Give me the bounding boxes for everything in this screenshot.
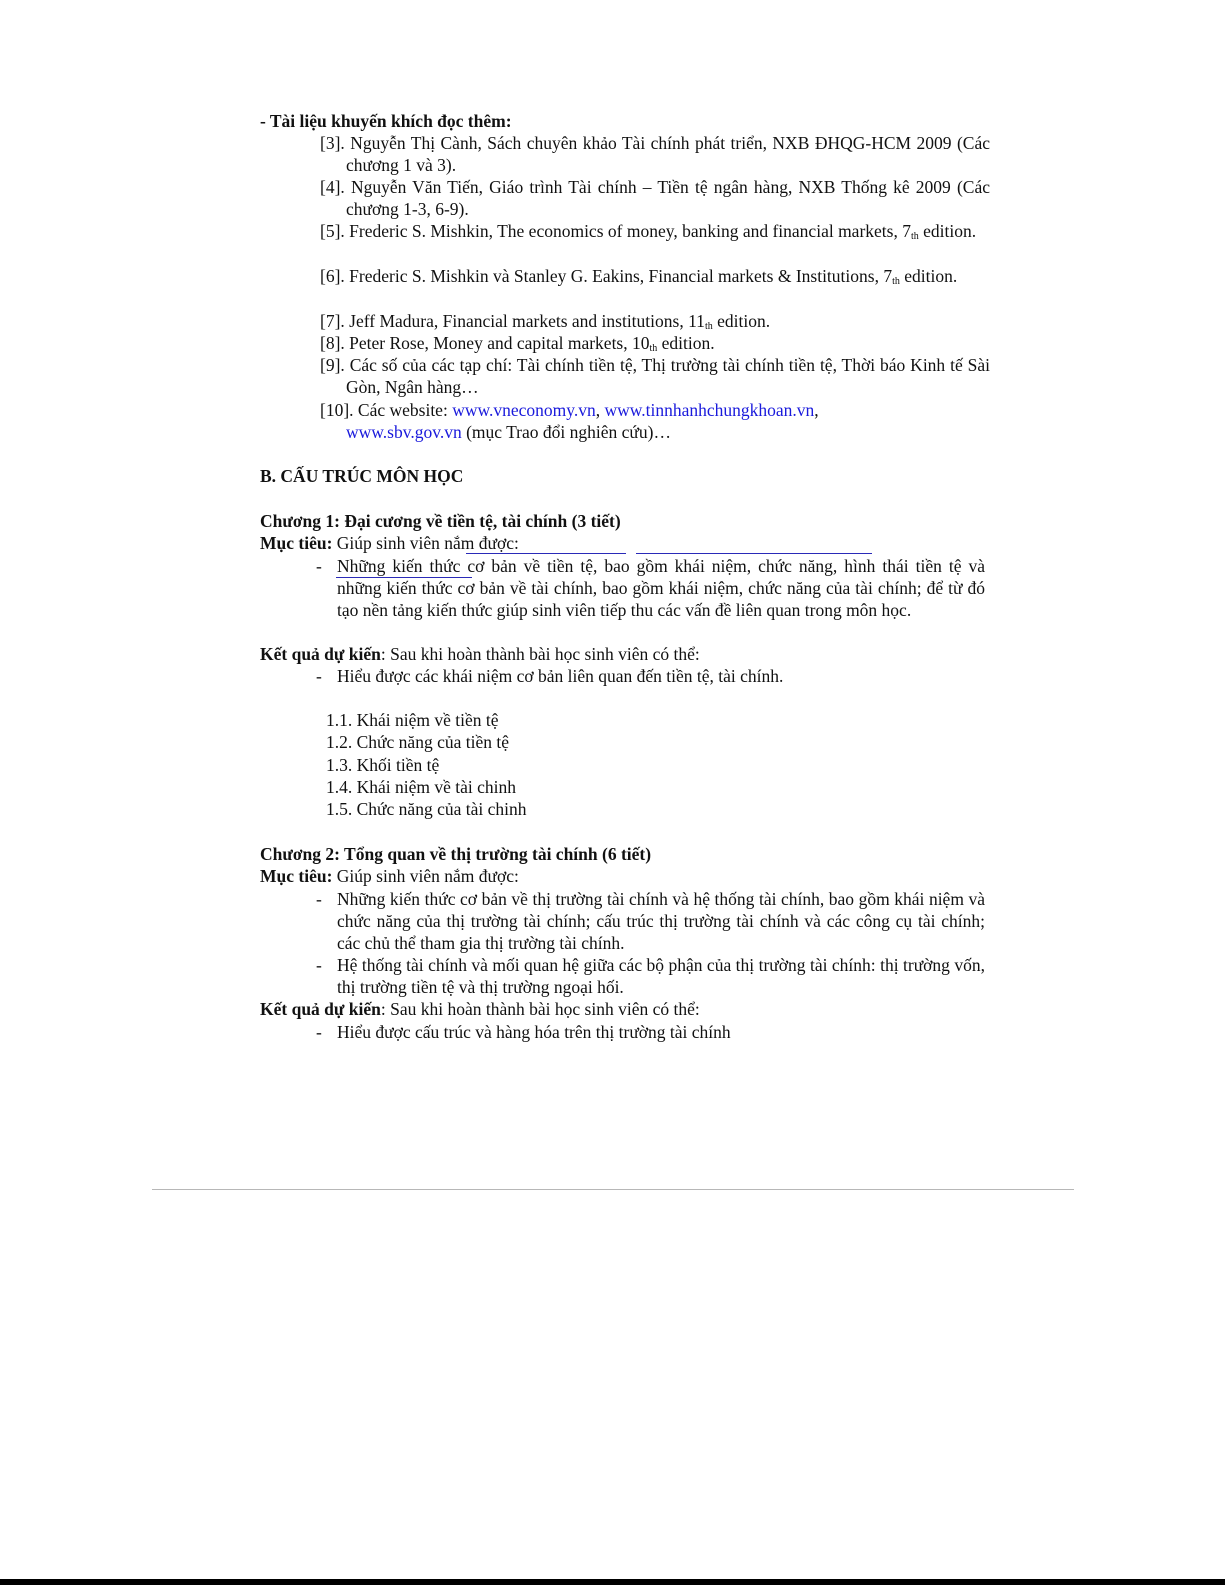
link-vneconomy[interactable]: www.vneconomy.vn: [452, 400, 596, 420]
page-divider: [152, 1189, 1074, 1190]
bottom-edge-bar: [0, 1579, 1225, 1585]
reference-5: [5]. Frederic S. Mishkin, The economics of money, banking and financial markets, $7_{th}$ edition.: [320, 221, 977, 242]
link-tinnhanhchungkhoan[interactable]: www.tinnhanhchungkhoan.vn: [604, 400, 815, 420]
underline-mark: [336, 577, 472, 578]
reference-9: [9]. Các số của các tạp chí: Tài chính tiền tệ, Thị trường tài chính tiền tệ, Thời báo Kinh tế Sài Gòn, Ngân hàng…: [320, 355, 990, 398]
reference-4: [4]. Nguyễn Văn Tiến, Giáo trình Tài chính – Tiền tệ ngân hàng, NXB Thống kê 2009 (Các chương 1-3, 6-9).: [320, 177, 990, 220]
chapter-2-result: Kết quả dự kiến: Sau khi hoàn thành bài học sinh viên có thể:: [260, 999, 700, 1019]
chapter-2-title: Chương 2: Tổng quan về thị trường tài chính (6 tiết): [260, 844, 652, 864]
chapter-1-section: 1.3. Khối tiền tệ: [326, 755, 440, 775]
chapter-1-section: 1.5. Chức năng của tài chinh: [326, 799, 527, 819]
reference-8: [8]. Peter Rose, Money and capital markets, $10_{th}$ edition.: [320, 333, 715, 354]
chapter-1-result-bullet: - Hiểu được các khái niệm cơ bản liên quan đến tiền tệ, tài chính.: [316, 666, 784, 686]
section-b-title: B. CẤU TRÚC MÔN HỌC: [260, 466, 464, 486]
chapter-1-title: Chương 1: Đại cương về tiền tệ, tài chính (3 tiết): [260, 511, 621, 531]
reference-3: [3]. Nguyễn Thị Cành, Sách chuyên khảo Tài chính phát triển, NXB ĐHQG-HCM 2009 (Các chương 1 và 3).: [320, 133, 990, 176]
chapter-2-result-bullet: - Hiểu được cấu trúc và hàng hóa trên thị trường tài chính: [316, 1022, 731, 1042]
chapter-2-objective: Mục tiêu: Giúp sinh viên nắm được:: [260, 866, 519, 886]
chapter-1-objective: Mục tiêu: Giúp sinh viên nắm được:: [260, 533, 519, 553]
underline-mark: [636, 553, 872, 554]
chapter-2-objective-bullet-1: - Những kiến thức cơ bản về thị trường tài chính và hệ thống tài chính, bao gồm khái niệm và chức năng của thị trường tài chính; cấu trúc thị trường tài chính và các công cụ tài chính; các chủ thể tham gia thị trường tài chính.: [316, 889, 985, 954]
further-reading-heading: - Tài liệu khuyến khích đọc thêm:: [260, 111, 512, 131]
chapter-1-section: 1.1. Khái niệm về tiền tệ: [326, 710, 499, 730]
chapter-1-result: Kết quả dự kiến: Sau khi hoàn thành bài học sinh viên có thể:: [260, 644, 700, 664]
reference-6: [6]. Frederic S. Mishkin và Stanley G. Eakins, Financial markets & Institutions, $7_{th}$ edition.: [320, 266, 958, 287]
underline-mark: [466, 553, 626, 554]
chapter-1-section: 1.2. Chức năng của tiền tệ: [326, 732, 509, 752]
link-sbv[interactable]: www.sbv.gov.vn: [346, 422, 462, 443]
chapter-1-section: 1.4. Khái niệm về tài chinh: [326, 777, 517, 797]
chapter-2-objective-bullet-2: - Hệ thống tài chính và mối quan hệ giữa các bộ phận của thị trường tài chính: thị trường vốn, thị trường tiền tệ và thị trường ngoại hối.: [316, 955, 985, 998]
chapter-1-objective-bullet: - Những kiến thức cơ bản về tiền tệ, bao gồm khái niệm, chức năng, hình thái tiền tệ và những kiến thức cơ bản về tài chính, bao gồm khái niệm, chức năng của tài chính; để từ đó tạo nền tảng kiến thức giúp sinh viên tiếp thu các vấn đề liên quan trong môn học.: [316, 556, 985, 621]
reference-10: [10]. Các website: www.vneconomy.vn, www.tinnhanhchungkhoan.vn, www.sbv.gov.vn (mục Trao đổi nghiên cứu)…: [320, 400, 819, 443]
reference-7: [7]. Jeff Madura, Financial markets and institutions, $11_{th}$ edition.: [320, 311, 771, 332]
